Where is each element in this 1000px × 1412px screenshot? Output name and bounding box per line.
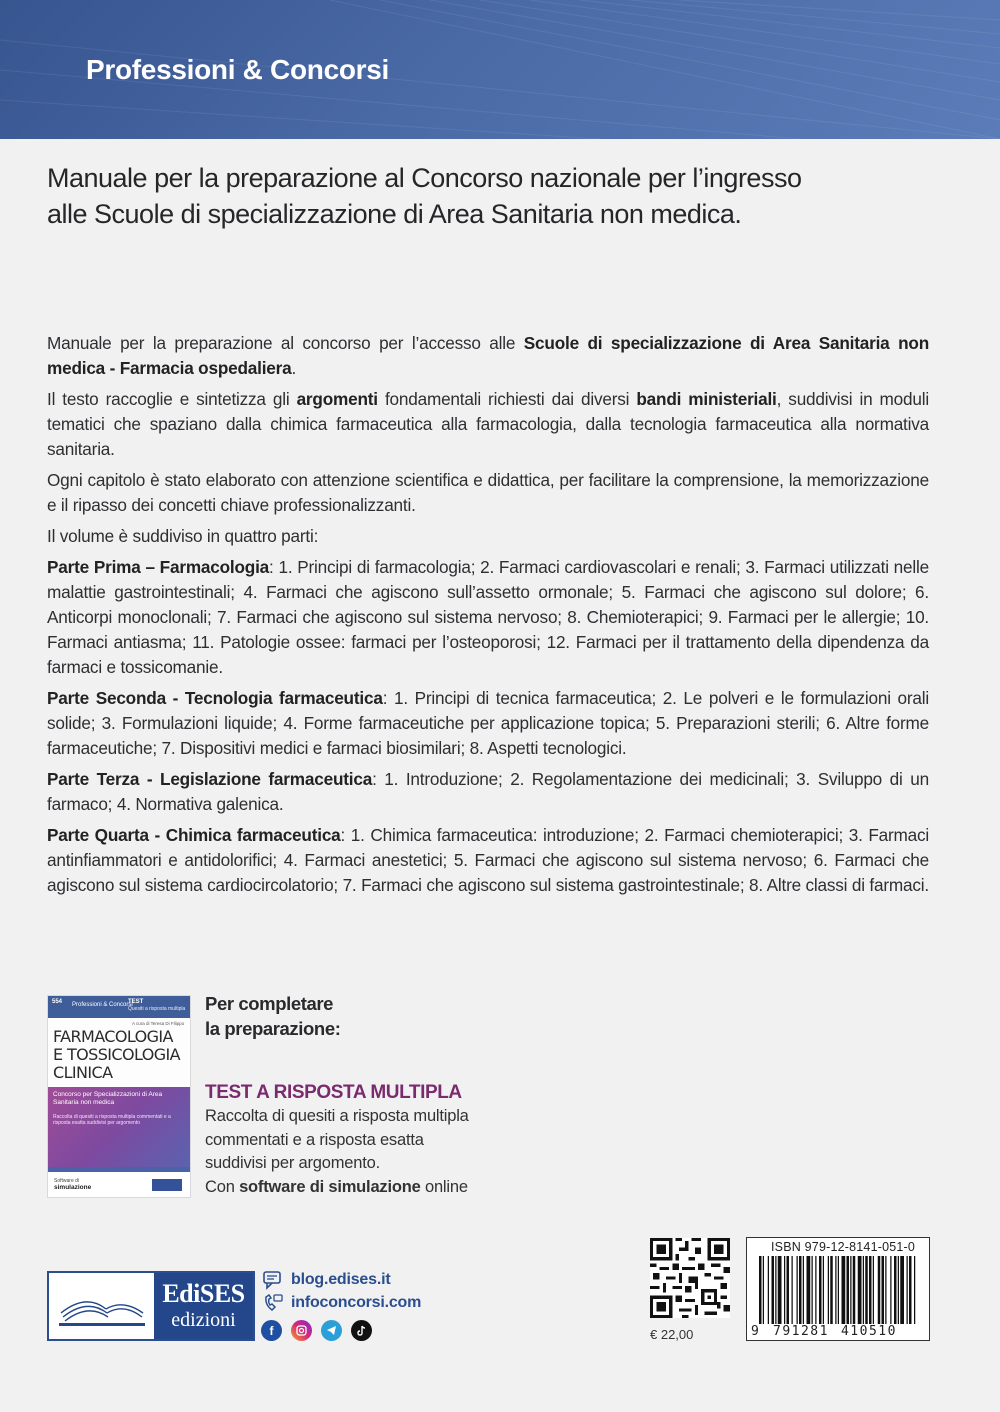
headline-line-2: alle Scuole di specializzazione di Area Sanitaria non medica. [47,199,742,229]
description-paragraph: Il volume è suddiviso in quattro parti: [47,526,319,546]
companion-book-cover [47,995,191,1198]
isbn-barcode [746,1237,930,1341]
promo-note-text: online [420,1178,468,1196]
chat-icon [262,1270,284,1290]
paragraph-text: Il testo raccoglie e sintetizza gli [47,389,297,409]
cover-title-line: E TOSSICOLOGIA [53,1045,180,1064]
part-paragraph [47,686,929,761]
cover-test-sub: Quesiti a risposta multipla [128,1006,186,1012]
paragraph-text: . [291,358,297,378]
cover-title [53,1028,188,1082]
part-contents: : 1. Principi di farmacologia; 2. Farmaci cardiovascolari e renali; 3. Farmaci utilizzati nelle malattie gastrointestinali; 4. Farmaci che agiscono sull’assetto ormonale; 5. Farmaci che agiscono sul dolore; 6. Anticorpi monoclonali; 7. Farmaci che agiscono sul sistema nervoso; 8. Chemioterapici; 9. Farmaci per le allergie; 10. Farmaci antiasma; 11. Patologie ossee: farmaci per l’osteoporosi; 12. Farmaci per il trattamento della dipendenza da farmaci e tossicomanie. [47,557,930,677]
cover-bottom [48,1167,191,1198]
social-icons [261,1320,381,1341]
qr-code [650,1238,730,1318]
promo-description-line: commentati e a risposta esatta [205,1130,424,1149]
part-paragraph [47,767,929,817]
barcode-bars [755,1256,923,1328]
cover-publisher-logo [152,1179,182,1191]
paragraph-text: Manuale per la preparazione al concorso per l’accesso alle [47,333,524,353]
description-paragraph [47,387,929,462]
cover-top-band [48,996,191,1018]
promo-test-title: TEST A RISPOSTA MULTIPLA [205,1082,462,1103]
promo-software-note [205,1178,468,1197]
barcode-digits [751,1324,927,1339]
publisher-logo-panel [154,1273,253,1339]
telegram-icon[interactable] [321,1320,342,1341]
paragraph-emphasis: argomenti [296,389,378,409]
barcode-digits-left: 791281 [773,1324,829,1339]
promo-description-line: Raccolta di quesiti a risposta multipla [205,1107,469,1125]
cover-title-line: FARMACOLOGIA [53,1027,173,1046]
instagram-icon[interactable] [291,1320,312,1341]
part-contents: : 1. Chimica farmaceutica: introduzione; 2. Farmaci chemioterapici; 3. Farmaci antinfiammatori e antidolorifici; 4. Farmaci anestetici; 5. Farmaci che agiscono sul sistema nervoso; 6. Farmaci che agiscono sul sistema cardiocircolatorio; 7. Farmaci che agiscono sul sistema gastrointestinale; 8. Altre classi di farmaci. [47,825,930,895]
paragraph-emphasis: bandi ministeriali [636,389,777,409]
barcode-digit-lead: 9 [751,1324,759,1339]
part-contents: : 1. Principi di tecnica farmaceutica; 2. Le polveri e le formulazioni orali solide; 3. Formulazioni liquide; 4. Forme farmaceutiche per applicazione topica; 5. Preparazioni sterili; 6. Altre forme farmaceutiche; 7. Dispositivi medici e farmaci biosimilari; 8. Aspetti tecnologici. [47,688,929,758]
promo-heading [205,991,340,1041]
facebook-icon[interactable]: f [261,1320,282,1341]
part-title: Parte Prima – Farmacologia [47,557,270,577]
promo-description-line: suddivisi per argomento. [205,1154,380,1172]
cover-color-band [48,1087,191,1167]
cover-software-label: Software di [54,1178,80,1184]
part-contents: : 1. Introduzione; 2. Regolamentazione dei medicinali; 3. Sviluppo di un farmaco; 4. Normativa galenica. [47,769,929,814]
tiktok-icon[interactable] [351,1320,372,1341]
series-title: Professioni & Concorsi [86,54,390,85]
part-title: Parte Quarta - Chimica farmaceutica [47,825,341,845]
part-paragraph [47,823,929,898]
blog-link-row[interactable] [262,1269,390,1291]
promo-description [205,1105,469,1176]
cover-description: Raccolta di quesiti a risposta multipla commentati e a risposta esatta suddivisi per argomento [53,1114,171,1126]
part-paragraph [47,555,929,680]
promo-note-text: Con [205,1178,240,1196]
price: € 22,00 [650,1327,694,1342]
contact-link-row[interactable] [262,1292,421,1314]
paragraph-emphasis: Scuole di specializzazione di Area Sanitaria non medica - Farmacia ospedaliera [47,333,929,378]
phone-chat-icon [262,1293,284,1313]
publisher-sub: edizioni [171,1309,236,1331]
part-title: Parte Seconda - Tecnologia farmaceutica [47,688,383,708]
cover-bottom-bar [48,1167,191,1172]
promo-note-emphasis: software di simulazione [239,1178,421,1196]
cover-simulation-label: simulazione [54,1184,92,1191]
paragraph-text: , suddivisi in moduli tematici che spaziano dalla chimica farmaceutica alla farmacologia, dalla tecnologia farmaceutica alla normativa sanitaria. [47,389,929,459]
part-title: Parte Terza - Legislazione farmaceutica [47,769,373,789]
description-paragraph [47,331,929,381]
open-book-icon [51,1273,151,1339]
cover-test-label: TEST [128,999,144,1005]
series-header-band [0,0,1000,139]
promo-heading-line: Per completare [205,993,334,1014]
isbn-label: ISBN 979-12-8141-051-0 [771,1240,916,1254]
barcode-digits-right: 410510 [840,1324,897,1339]
cover-series: Professioni & Concorsi [72,1002,133,1008]
blog-link[interactable]: blog.edises.it [291,1271,391,1288]
description-paragraph: Ogni capitolo è stato elaborato con attenzione scientifica e didattica, per facilitare la comprensione, la memorizzazione e il ripasso dei concetti chiave professionalizzanti. [47,470,929,515]
promo-heading-line: la preparazione: [205,1018,341,1039]
publisher-name: EdiSES [162,1279,245,1308]
paragraph-text: fondamentali richiesti dai diversi [377,389,637,409]
book-description [47,331,929,904]
contact-link[interactable]: infoconcorsi.com [291,1294,422,1311]
book-headline [47,160,947,232]
cover-author: A cura di Teresa Di Filippo [132,1021,185,1026]
cover-title-line: CLINICA [53,1063,113,1082]
publisher-logo [47,1271,255,1341]
cover-subtitle: Concorso per Specializzazioni di Area Sanitaria non medica [53,1091,163,1106]
cover-number: 554 [52,999,63,1005]
headline-line-1: Manuale per la preparazione al Concorso nazionale per l’ingresso [47,163,802,193]
